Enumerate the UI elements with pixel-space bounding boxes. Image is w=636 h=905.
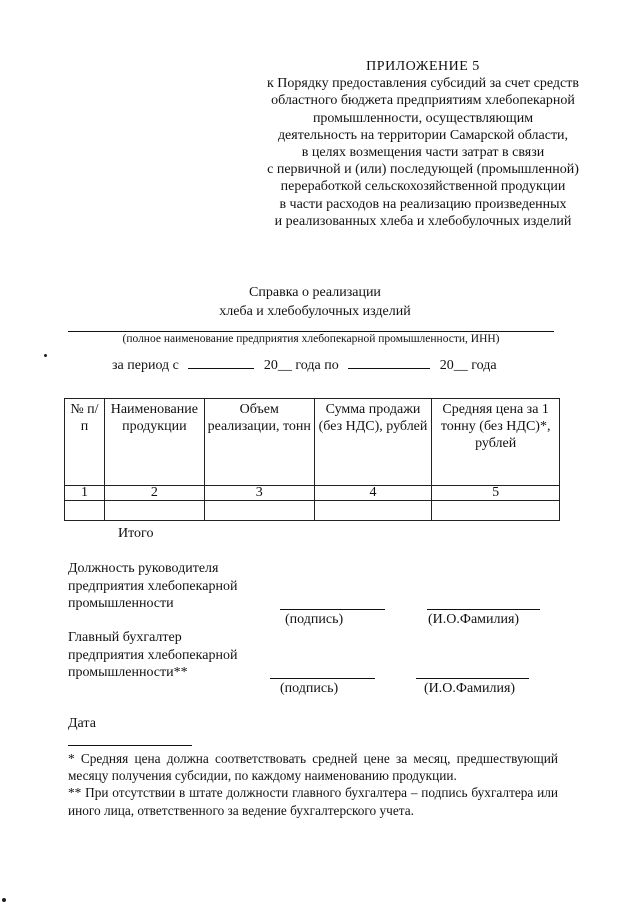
footnotes [68, 750, 558, 819]
accountant-signature-line[interactable] [270, 678, 375, 679]
period-year-to: 20__ года [439, 358, 497, 373]
accountant-position-label [68, 629, 237, 682]
document-title [150, 283, 480, 321]
column-number: 3 [204, 486, 314, 501]
appendix-line: областного бюджета предприятиям хлебопекарной [271, 93, 575, 109]
column-number: 2 [104, 486, 204, 501]
table-cell[interactable] [65, 501, 105, 521]
appendix-title: ПРИЛОЖЕНИЕ 5 [366, 59, 480, 74]
appendix-line: к Порядку предоставления субсидий за счет средств [267, 76, 579, 92]
appendix-line: промышленности, осуществляющим [312, 110, 534, 126]
column-number: 4 [314, 486, 432, 501]
footnote-1: * Средняя цена должна соответствовать средней цене за месяц, предшествующий месяцу получения субсидии, по каждому наименованию продукции. [68, 751, 558, 784]
date-label: Дата [68, 716, 96, 731]
title-line-2: хлеба и хлебобулочных изделий [219, 304, 411, 319]
scan-speck [44, 354, 47, 357]
header-number: № п/п [65, 399, 105, 486]
table-cell[interactable] [204, 501, 314, 521]
title-line-1: Справка о реализации [249, 285, 381, 300]
appendix-line: переработкой сельскохозяйственной продукции [280, 179, 566, 195]
accountant-label-line: предприятия хлебопекарной [68, 647, 238, 663]
director-label-line: промышленности [68, 596, 174, 611]
appendix-line: в целях возмещения части затрат в связи [301, 145, 545, 161]
table-row [65, 501, 560, 521]
header-average-price: Средняя цена за 1 тонну (без НДС)*, рублей [432, 399, 560, 486]
table-header-row [65, 399, 560, 486]
director-label-line: предприятия хлебопекарной [68, 578, 238, 594]
director-name-caption: (И.О.Фамилия) [428, 612, 520, 627]
accountant-signature-caption: (подпись) [280, 681, 339, 696]
column-number: 1 [65, 486, 105, 501]
director-signature-line[interactable] [280, 609, 385, 610]
appendix-header [238, 58, 608, 230]
accountant-name-line[interactable] [416, 678, 529, 679]
header-volume: Объем реализации, тонн [204, 399, 314, 486]
accountant-label-line: промышленности** [68, 665, 188, 680]
period-end-blank [348, 356, 430, 369]
period-year-from: 20__ года по [263, 358, 339, 373]
director-label-line: Должность руководителя [68, 561, 219, 576]
period-start-blank [188, 356, 254, 369]
director-signature-caption: (подпись) [285, 612, 344, 627]
total-label: Итого [118, 526, 154, 541]
director-name-line[interactable] [427, 609, 540, 610]
table-cell[interactable] [432, 501, 560, 521]
organization-caption: (полное наименование предприятия хлебопекарной промышленности, ИНН) [122, 333, 500, 345]
sales-table [64, 398, 560, 521]
period-line [112, 356, 497, 374]
organization-name-line [68, 331, 554, 332]
table-cell[interactable] [314, 501, 432, 521]
column-number: 5 [432, 486, 560, 501]
table-cell[interactable] [104, 501, 204, 521]
appendix-line: деятельность на территории Самарской области, [277, 127, 569, 143]
scan-speck [2, 898, 6, 902]
period-prefix: за период с [112, 358, 179, 373]
appendix-line: и реализованных хлеба и хлебобулочных изделий [274, 213, 572, 229]
appendix-line: с первичной и (или) последующей (промышленной) [267, 162, 579, 178]
appendix-line: в части расходов на реализацию произведенных [279, 196, 567, 212]
table-column-numbers-row [65, 486, 560, 501]
director-position-label [68, 560, 237, 613]
accountant-name-caption: (И.О.Фамилия) [424, 681, 516, 696]
header-product: Наименование продукции [104, 399, 204, 486]
footnote-separator [68, 745, 192, 746]
header-sales-sum: Сумма продажи (без НДС), рублей [314, 399, 432, 486]
footnote-2: ** При отсутствии в штате должности главного бухгалтера – подпись бухгалтера или иного лица, ответственного за ведение бухгалтерского учета. [68, 785, 558, 818]
accountant-label-line: Главный бухгалтер [68, 630, 182, 645]
